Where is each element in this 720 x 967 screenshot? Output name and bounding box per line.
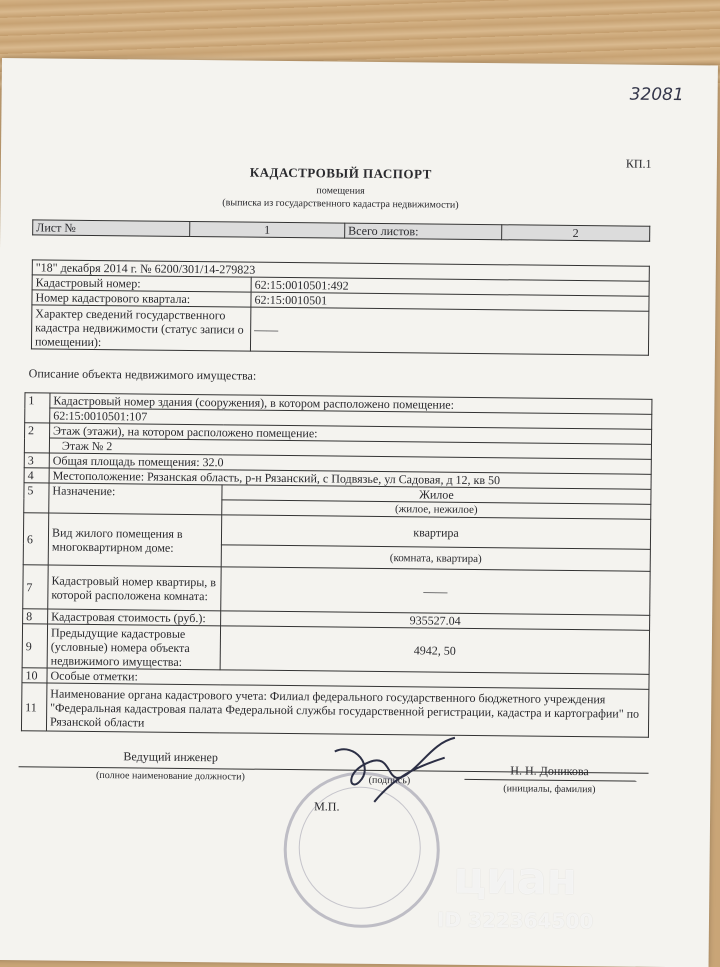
signer-name: Н. Н. Доникова <box>510 763 589 779</box>
form-code: КП.1 <box>625 156 652 171</box>
row-number: 7 <box>23 565 48 609</box>
row-number: 4 <box>24 468 49 483</box>
row-number: 11 <box>21 683 47 731</box>
row-1-value: 62:15:0010501:107 <box>50 408 652 429</box>
row-5-label: Назначение: <box>49 483 222 515</box>
row-1-label: Кадастровый номер здания (сооружения), в котором расположено помещение: <box>50 393 652 414</box>
row-7-value: —— <box>221 567 650 615</box>
watermark-id: ID 322364500 <box>436 907 594 934</box>
row-5-hint: (жилое, нежилое) <box>222 500 651 519</box>
sheet-label: Лист № <box>33 220 190 237</box>
row-11-label: Наименование органа кадастрового учета: Филиал федерального государственного бюджетного учреждения "Федеральная кадастровая палата Федеральной службы государственной регистрации, кадастра и картографии" по Рязанской области <box>46 683 648 737</box>
row-2-value: Этаж № 2 <box>49 438 651 459</box>
quarter-label: Номер кадастрового квартала: <box>32 290 251 307</box>
signature-hint: (подпись) <box>368 774 411 787</box>
position-title: Ведущий инженер <box>123 749 218 765</box>
row-10-label: Особые отметки: <box>47 668 649 689</box>
row-2-label: Этаж (этажи), на котором расположено помещение: <box>50 423 652 444</box>
row-number: 3 <box>24 453 49 468</box>
sheet-value: 1 <box>190 221 345 238</box>
row-number: 10 <box>22 668 47 683</box>
row-7-label: Кадастровый номер квартиры, в которой расположена комната: <box>48 565 221 611</box>
document-sheet <box>0 58 718 967</box>
row-9-label: Предыдущие кадастровые (условные) номера объекта недвижимого имущества: <box>47 624 220 670</box>
sheet-total-value: 2 <box>502 225 650 242</box>
sheet-total-label: Всего листов: <box>345 223 502 240</box>
signer-name-hint: (инициалы, фамилия) <box>503 783 596 796</box>
status-label: Характер сведений государственного кадастра недвижимости (статус записи о помещении): <box>31 305 250 351</box>
row-number: 2 <box>24 423 49 453</box>
date-line: "18" декабря 2014 г. № 6200/301/14-279823 <box>32 260 649 281</box>
row-6-hint: (комната, квартира) <box>221 545 650 571</box>
document-subtitle: помещения <box>316 185 365 197</box>
row-8-value: 935527.04 <box>221 611 650 630</box>
description-table <box>21 392 653 738</box>
cad-number-label: Кадастровый номер: <box>32 275 251 292</box>
sheet-table <box>32 219 650 241</box>
row-6-value: квартира <box>221 515 650 549</box>
row-9-value: 4942, 50 <box>220 626 649 674</box>
stamp-place-label: М.П. <box>314 799 340 814</box>
document-title: КАДАСТРОВЫЙ ПАСПОРТ <box>249 164 432 182</box>
row-8-label: Кадастровая стоимость (руб.): <box>48 609 221 626</box>
handwritten-number: 32081 <box>629 84 684 106</box>
quarter-value: 62:15:0010501 <box>251 292 649 311</box>
header-table <box>31 259 650 355</box>
watermark-brand: циан <box>453 852 578 906</box>
row-5-value: Жилое <box>222 485 651 504</box>
row-6-label: Вид жилого помещения в многоквартирном доме: <box>48 513 222 567</box>
description-label: Описание объекта недвижимого имущества: <box>28 366 257 383</box>
cad-number-value: 62:15:0010501:492 <box>251 277 649 296</box>
row-4-label: Местоположение: Рязанская область, р-н Рязанский, с Подвязье, ул Садовая, д 12, кв 50 <box>49 468 651 489</box>
document-subtitle-2: (выписка из государственного кадастра недвижимости) <box>222 197 459 211</box>
row-3-label: Общая площадь помещения: 32.0 <box>49 453 651 474</box>
row-number: 9 <box>22 624 47 668</box>
row-number: 5 <box>24 483 49 513</box>
handwritten-signature <box>314 721 485 813</box>
status-value: —— <box>250 307 648 355</box>
row-number: 6 <box>23 513 49 565</box>
row-number: 1 <box>25 393 50 423</box>
position-hint: (полное наименование должности) <box>96 770 245 783</box>
row-number: 8 <box>23 609 48 624</box>
